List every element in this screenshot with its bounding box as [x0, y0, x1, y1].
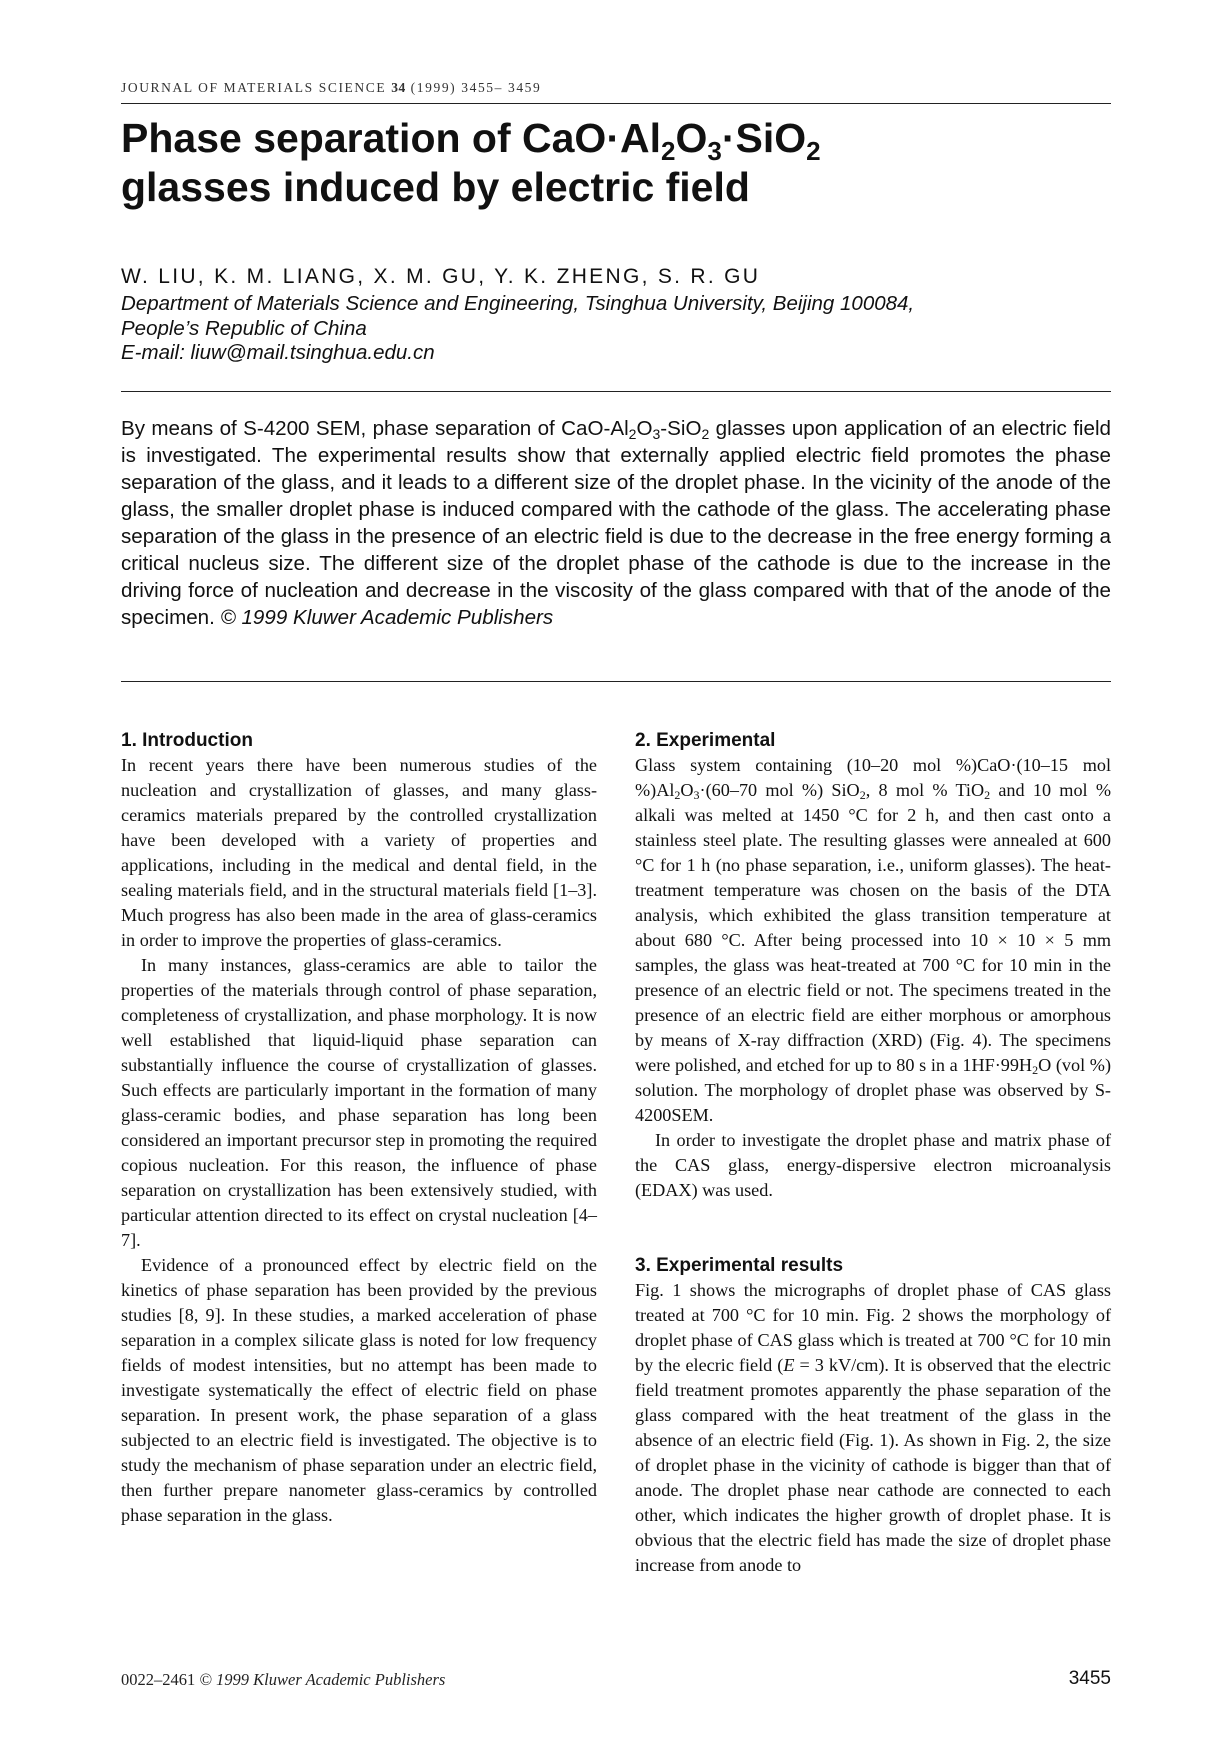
results-paragraph-1: Fig. 1 shows the micrographs of droplet phase of CAS glass treated at 700 °C for 10 min. Fig. 2 shows the morphology of droplet phase of CAS glass which is treated at 700 °C for 10 min by the elecric field (E = 3 kV/cm). It is observed that the electric field treatment promotes apparently the phase separation of the glass compared with the heat treatment of the glass in the absence of an electric field (Fig. 1). As shown in Fig. 2, the size of droplet phase in the vicinity of cathode is bigger than that of anode. The droplet phase near cathode are connected to each other, which indicates the higher growth of droplet phase. It is obvious that the electric field has made the size of droplet phase increase from anode to [635, 1280, 1111, 1575]
abstract-top-rule [121, 391, 1111, 392]
abstract [121, 415, 1111, 631]
affiliation-line-1: Department of Materials Science and Engineering, Tsinghua University, Beijing 100084, [121, 292, 915, 315]
right-column [635, 728, 1111, 1578]
issn: 0022–2461 [121, 1670, 200, 1689]
abstract-bottom-rule [121, 681, 1111, 682]
footer-issn-copyright [121, 1670, 445, 1690]
page-number: 3455 [1068, 1668, 1111, 1689]
author-email: E-mail: liuw@mail.tsinghua.edu.cn [121, 341, 435, 364]
title-line-2: glasses induced by electric field [121, 164, 750, 210]
volume: 34 [391, 80, 406, 95]
section-heading-experimental: 2. Experimental [635, 730, 776, 751]
experimental-paragraph-2: In order to investigate the droplet phase and matrix phase of the CAS glass, energy-dispersive electron microanalysis (EDAX) was used. [635, 1130, 1111, 1200]
year-pages: (1999) 3455– 3459 [410, 80, 542, 95]
author-list: W. LIU, K. M. LIANG, X. M. GU, Y. K. ZHENG, S. R. GU [121, 265, 761, 288]
paper-title [121, 114, 1111, 212]
affiliation [121, 292, 1111, 366]
title-line-1: Phase separation of $CaO\cdot Al_2O_3\cdot SiO_2$ [121, 115, 821, 166]
journal-name: JOURNAL OF MATERIALS SCIENCE [121, 80, 387, 95]
footer-copyright: © 1999 Kluwer Academic Publishers [199, 1670, 446, 1689]
paper-page [121, 0, 1111, 1748]
abstract-copyright: © 1999 Kluwer Academic Publishers [214, 606, 554, 629]
experimental-paragraph-1: Glass system containing (10–20 mol %)CaO·(10–15 mol $\%)Al_2O_3\cdot(60-70$ mol %) SiO$_2$, 8 mol % TiO$_2$ and 10 mol % alkali was melted at 1450 °C for 2 h, and then cast onto a stainless steel plate. The resulting glasses were annealed at 600 °C for 1 h (no phase separation, i.e., uniform glasses). The heat-treatment temperature was chosen on the basis of the DTA analysis, which exhibited the glass transition temperature at about 680 °C. After being processed into 10 × 10 × 5 mm samples, the glass was heat-treated at 700 °C for 10 min in the presence of an electric field or not. The specimens treated in the presence of an electric field are either morphous or amorphous by means of X-ray diffraction (XRD) (Fig. 4). The specimens were polished, and etched for up to 80 s in a $1HF\cdot 99H_2O$ (vol %) solution. The morphology of droplet phase was observed by S-4200SEM. [635, 755, 1112, 1125]
affiliation-line-2: People’s Republic of China [121, 316, 367, 340]
intro-paragraph-2: In many instances, glass-ceramics are able to tailor the properties of the materials through control of phase separation, completeness of crystallization, and phase morphology. It is now well established that liquid-liquid phase separation can substantially influence the course of crystallization of glasses. Such effects are particularly important in the formation of many glass-ceramic bodies, and phase separation has long been considered an important precursor step in promoting the required copious nucleation. For this reason, the influence of phase separation on crystallization has been extensively studied, with particular attention directed to its effect on crystal nucleation [4–7]. [121, 955, 597, 1250]
intro-paragraph-3: Evidence of a pronounced effect by electric field on the kinetics of phase separation has been provided by the previous studies [8, 9]. In these studies, a marked acceleration of phase separation in a complex silicate glass is noted for low frequency fields of modest intensities, but no attempt has been made to investigate systematically the effect of electric field on phase separation. In present work, the phase separation of a glass subjected to an electric field is investigated. The objective is to study the mechanism of phase separation under an electric field, then further prepare nanometer glass-ceramics by controlled phase separation in the glass. [121, 1255, 597, 1525]
section-spacer [635, 1203, 1111, 1253]
abstract-text: By means of S-4200 SEM, phase separation of CaO-$Al_2O_3-SiO_2$ glasses upon application of an electric field is investigated. The experimental results show that externally applied electric field promotes the phase separation of the glass, and it leads to a different size of the droplet phase. In the vicinity of the anode of the glass, the smaller droplet phase is induced compared with the cathode of the glass. The accelerating phase separation of the glass in the presence of an electric field is due to the decrease in the free energy forming a critical nucleus size. The different size of the droplet phase of the cathode is due to the increase in the driving force of nucleation and decrease in the viscosity of the glass compared with that of the anode of the specimen. © 1999 Kluwer Academic Publishers [121, 417, 1111, 629]
left-column [121, 728, 597, 1528]
header-rule [121, 103, 1111, 104]
section-heading-introduction: 1. Introduction [121, 730, 253, 751]
intro-paragraph-1: In recent years there have been numerous studies of the nucleation and crystallization of glasses, and many glass-ceramics materials prepared by the controlled crystallization have been developed with a variety of properties and applications, including in the medical and dental field, in the sealing materials field, and in the structural materials field [1–3]. Much progress has also been made in the area of glass-ceramics in order to improve the properties of glass-ceramics. [121, 755, 597, 950]
section-heading-results: 3. Experimental results [635, 1255, 844, 1276]
running-head [121, 80, 541, 96]
